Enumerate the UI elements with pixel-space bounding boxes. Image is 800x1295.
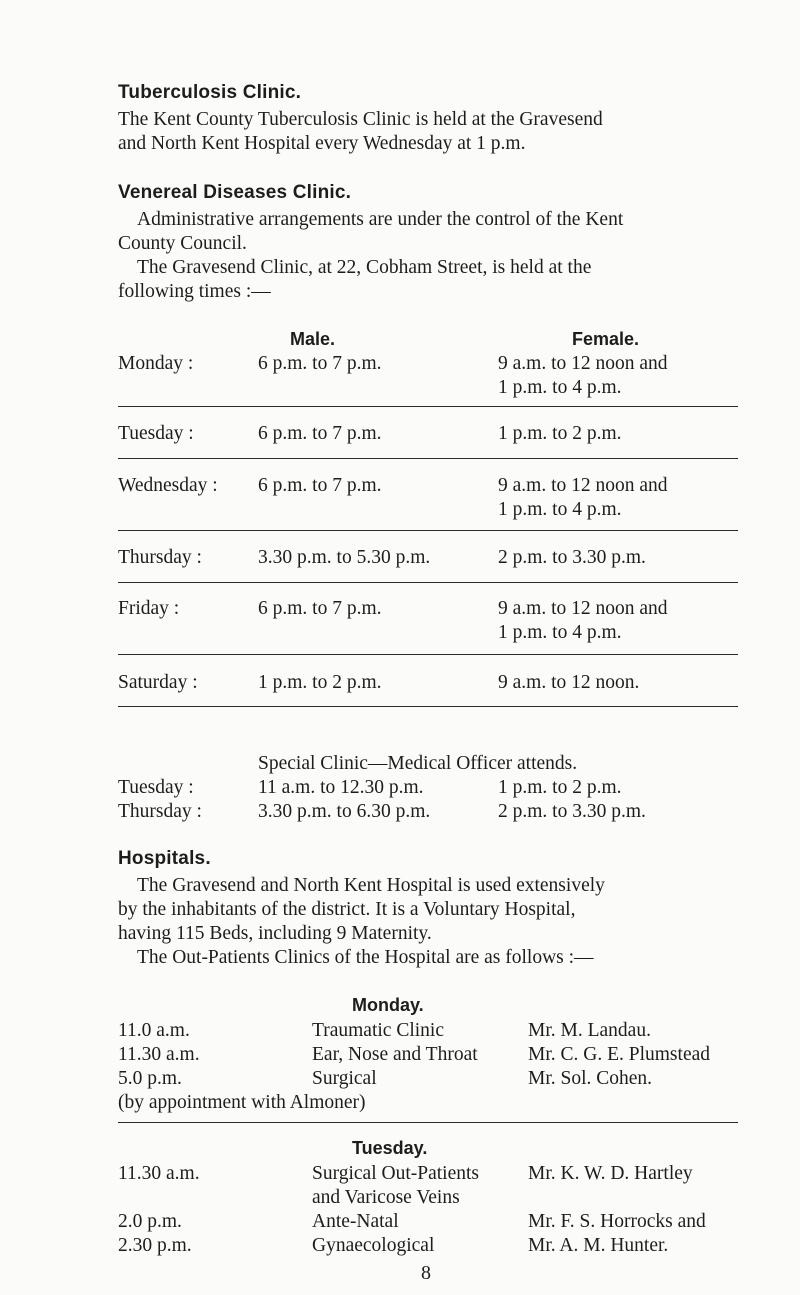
- schedule-female-monday-2: 1 p.m. to 4 p.m.: [498, 377, 622, 398]
- schedule-male-monday: 6 p.m. to 7 p.m.: [258, 353, 382, 374]
- tuesday-doctor-3: Mr. A. M. Hunter.: [528, 1235, 669, 1256]
- special-day-tuesday: Tuesday :: [118, 777, 194, 798]
- special-female-tuesday: 1 p.m. to 2 p.m.: [498, 777, 622, 798]
- schedule-rule: [118, 582, 738, 583]
- schedule-female-monday-1: 9 a.m. to 12 noon and: [498, 353, 668, 374]
- monday-doctor-1: Mr. M. Landau.: [528, 1020, 651, 1041]
- schedule-male-wednesday: 6 p.m. to 7 p.m.: [258, 475, 382, 496]
- tuberculosis-line-1: The Kent County Tuberculosis Clinic is held at the Gravesend: [118, 109, 603, 130]
- special-male-tuesday: 11 a.m. to 12.30 p.m.: [258, 777, 424, 798]
- venereal-heading: Venereal Diseases Clinic.: [118, 182, 352, 203]
- tuesday-time-3: 2.30 p.m.: [118, 1235, 192, 1256]
- schedule-day-friday: Friday :: [118, 598, 180, 619]
- hospitals-heading: Hospitals.: [118, 848, 211, 869]
- tuesday-clinics-title: Tuesday.: [352, 1138, 428, 1158]
- venereal-line-4: following times :—: [118, 281, 271, 302]
- tuesday-doctor-1: Mr. K. W. D. Hartley: [528, 1163, 693, 1184]
- schedule-rule: [118, 458, 738, 459]
- page-number: 8: [421, 1262, 431, 1284]
- tuberculosis-heading: Tuberculosis Clinic.: [118, 82, 302, 103]
- schedule-day-tuesday: Tuesday :: [118, 423, 194, 444]
- schedule-male-tuesday: 6 p.m. to 7 p.m.: [258, 423, 382, 444]
- schedule-female-friday-1: 9 a.m. to 12 noon and: [498, 598, 668, 619]
- monday-time-1: 11.0 a.m.: [118, 1020, 190, 1041]
- schedule-female-thursday: 2 p.m. to 3.30 p.m.: [498, 547, 646, 568]
- monday-clinics-title: Monday.: [352, 995, 424, 1015]
- tuesday-doctor-2: Mr. F. S. Horrocks and: [528, 1211, 706, 1232]
- tuesday-clinic-3: Gynaecological: [312, 1235, 435, 1256]
- clinics-rule: [118, 1122, 738, 1123]
- hospitals-line-4: The Out-Patients Clinics of the Hospital are as follows :—: [137, 947, 594, 968]
- schedule-female-friday-2: 1 p.m. to 4 p.m.: [498, 622, 622, 643]
- schedule-rule: [118, 530, 738, 531]
- schedule-female-tuesday: 1 p.m. to 2 p.m.: [498, 423, 622, 444]
- monday-doctor-3: Mr. Sol. Cohen.: [528, 1068, 653, 1089]
- venereal-line-1: Administrative arrangements are under the control of the Kent: [137, 209, 624, 230]
- schedule-rule: [118, 706, 738, 707]
- monday-time-2: 11.30 a.m.: [118, 1044, 200, 1065]
- tuesday-clinic-1: Surgical Out-Patients: [312, 1163, 479, 1184]
- schedule-female-wednesday-1: 9 a.m. to 12 noon and: [498, 475, 668, 496]
- schedule-day-wednesday: Wednesday :: [118, 475, 218, 496]
- schedule-male-friday: 6 p.m. to 7 p.m.: [258, 598, 382, 619]
- tuberculosis-line-2: and North Kent Hospital every Wednesday at 1 p.m.: [118, 133, 526, 154]
- male-column-heading: Male.: [290, 329, 336, 349]
- schedule-male-saturday: 1 p.m. to 2 p.m.: [258, 672, 382, 693]
- venereal-line-3: The Gravesend Clinic, at 22, Cobham Street, is held at the: [137, 257, 592, 278]
- monday-note: (by appointment with Almoner): [118, 1092, 366, 1113]
- schedule-female-saturday: 9 a.m. to 12 noon.: [498, 672, 640, 693]
- special-day-thursday: Thursday :: [118, 801, 202, 822]
- schedule-rule: [118, 654, 738, 655]
- schedule-day-monday: Monday :: [118, 353, 194, 374]
- hospitals-line-1: The Gravesend and North Kent Hospital is used extensively: [137, 875, 605, 896]
- schedule-female-wednesday-2: 1 p.m. to 4 p.m.: [498, 499, 622, 520]
- monday-clinic-2: Ear, Nose and Throat: [312, 1044, 478, 1065]
- special-female-thursday: 2 p.m. to 3.30 p.m.: [498, 801, 646, 822]
- monday-clinic-3: Surgical: [312, 1068, 377, 1089]
- tuesday-clinic-1-cont: and Varicose Veins: [312, 1187, 460, 1208]
- tuesday-clinic-2: Ante-Natal: [312, 1211, 399, 1232]
- schedule-day-thursday: Thursday :: [118, 547, 202, 568]
- schedule-male-thursday: 3.30 p.m. to 5.30 p.m.: [258, 547, 431, 568]
- hospitals-line-2: by the inhabitants of the district. It is a Voluntary Hospital,: [118, 899, 576, 920]
- schedule-day-saturday: Saturday :: [118, 672, 198, 693]
- tuesday-time-2: 2.0 p.m.: [118, 1211, 182, 1232]
- venereal-line-2: County Council.: [118, 233, 247, 254]
- monday-time-3: 5.0 p.m.: [118, 1068, 182, 1089]
- monday-doctor-2: Mr. C. G. E. Plumstead: [528, 1044, 711, 1065]
- special-clinic-title: Special Clinic—Medical Officer attends.: [258, 753, 578, 774]
- tuesday-time-1: 11.30 a.m.: [118, 1163, 200, 1184]
- female-column-heading: Female.: [572, 329, 640, 349]
- hospitals-line-3: having 115 Beds, including 9 Maternity.: [118, 923, 432, 944]
- schedule-rule: [118, 406, 738, 407]
- monday-clinic-1: Traumatic Clinic: [312, 1020, 444, 1041]
- special-male-thursday: 3.30 p.m. to 6.30 p.m.: [258, 801, 431, 822]
